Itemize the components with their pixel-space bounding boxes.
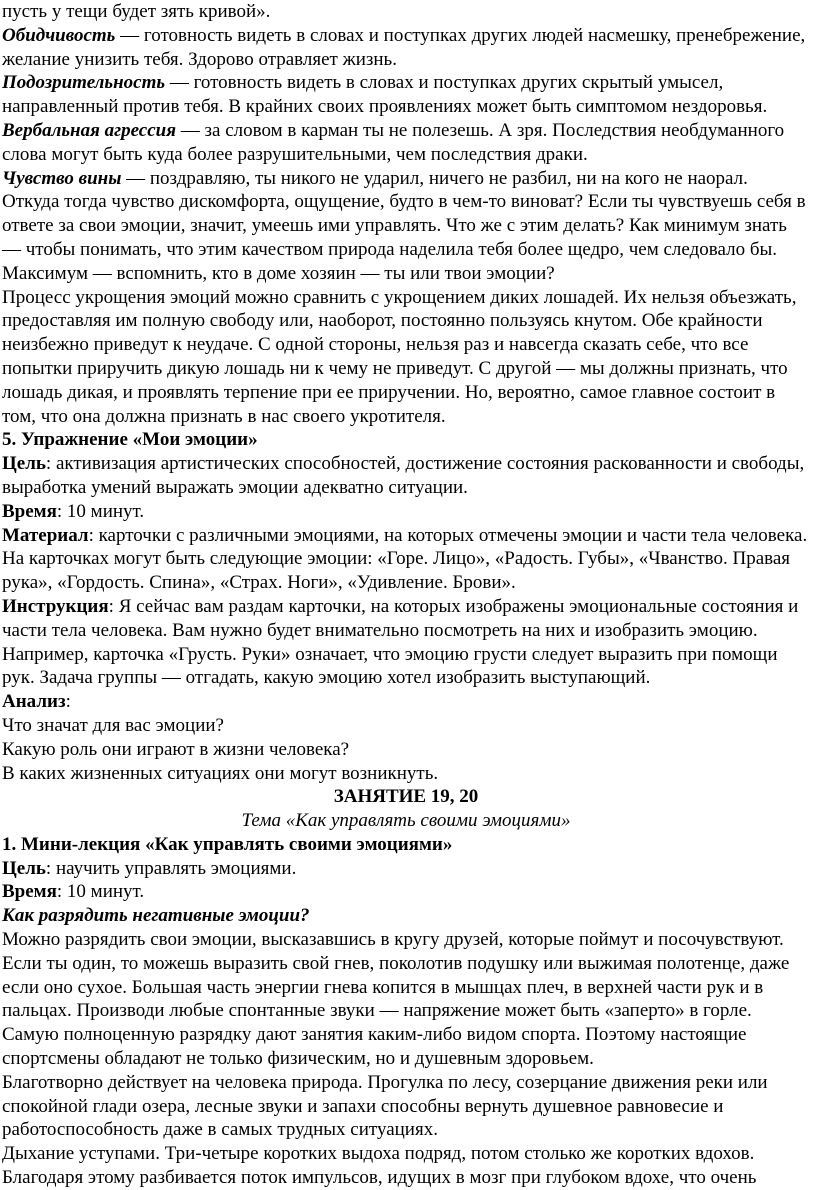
paragraph: Благотворно действует на человека природа. Прогулка по лесу, созерцание движения реки или спокойной глади озера, лесные звуки и запахи способны вернуть душевное равновесие и работоспособность даже в самых трудных ситуациях.	[2, 1071, 768, 1141]
value: :	[65, 691, 71, 713]
mini-lecture-title	[2, 833, 810, 857]
definition-verbal-aggression	[2, 119, 810, 167]
mini-lecture-time	[2, 880, 810, 904]
heading-text: ЗАНЯТИЕ 19, 20	[333, 786, 479, 808]
heading-text: 5. Упражнение «Мои эмоции»	[2, 429, 258, 451]
exercise-analysis	[2, 690, 810, 714]
question: Что значат для вас эмоции?	[2, 714, 224, 736]
value: : научить управлять эмоциями.	[45, 857, 297, 879]
question-text: Как разрядить негативные эмоции?	[2, 905, 310, 927]
term: Вербальная агрессия	[2, 119, 177, 141]
exercise-material	[2, 524, 810, 595]
label: Цель	[2, 857, 46, 879]
definition-text: — поздравляю, ты никого не ударил, ничего не разбил, ни на кого не наорал. Откуда тогда чувство дискомфорта, ощущение, будто в чем-то виноват? Если ты чувствуешь себя в ответе за свои эмоции, значит, умеешь ими управлять. Что же с этим делать? Как минимум знать — чтобы понимать, что этим качеством природа наделила тебя более щедро, чем следовало бы. Максимум — вспомнить, кто в доме хозяин — ты или твои эмоции?	[2, 167, 806, 284]
paragraph: Самую полноценную разрядку дают занятия каким-либо видом спорта. Поэтому настоящие спортсмены обладают не только физическим, но и душевным здоровьем.	[2, 1024, 747, 1070]
lesson-title	[2, 785, 810, 809]
definition-suspicion	[2, 71, 810, 119]
lesson-theme	[2, 809, 810, 833]
question: В каких жизненных ситуациях они могут возникнуть.	[2, 762, 439, 784]
section-question	[2, 904, 810, 928]
definition-text: — готовность видеть в словах и поступках других скрытый умысел, направленный против тебя. В крайних своих проявлениях может быть симптомом нездоровья.	[2, 72, 768, 118]
exercise-goal	[2, 452, 810, 500]
value: : карточки с различными эмоциями, на которых отмечены эмоции и части тела человека. На карточках могут быть следующие эмоции: «Горе. Лицо», «Радость. Губы», «Чванство. Правая рука», «Гордость. Спина», «Страх. Ноги», «Удивление. Брови».	[2, 524, 808, 594]
exercise-time	[2, 500, 810, 524]
definition-offense	[2, 24, 810, 72]
paragraph: Дыхание уступами. Три-четыре коротких выдоха подряд, потом столько же коротких вдохов. Благодаря этому разбивается поток импульсов, идущих в мозг при глубоком вдохе, что очень	[2, 1143, 757, 1189]
value: : Я сейчас вам раздам карточки, на которых изображены эмоциональные состояния и части тела человека. Вам нужно будет внимательно посмотреть на них и изобразить эмоцию. Например, карточка «Грусть. Руки» означает, что эмоцию грусти следует выразить при помощи рук. Задача группы — отгадать, какую эмоцию хотел изобразить выступающий.	[2, 595, 799, 689]
paragraph: Процесс укрощения эмоций можно сравнить с укрощением диких лошадей. Их нельзя объезжать, предоставляя им полную свободу или, наоборот, постоянно пользуясь кнутом. Обе крайности неизбежно приведут к неудаче. С одной стороны, нельзя раз и навсегда сказать себе, что все попытки приручить дикую лошадь ни к чему не приведут. С другой — мы должны признать, что лошадь дикая, и проявлять терпение при ее приручении. Но, вероятно, самое главное состоит в том, что она должна признать в нас своего укротителя.	[2, 286, 797, 427]
value: : 10 минут.	[56, 881, 145, 903]
theme-text: Тема «Как управлять своими эмоциями»	[241, 810, 571, 832]
term: Обидчивость	[2, 24, 116, 46]
label: Время	[2, 500, 57, 522]
term: Чувство вины	[2, 167, 122, 189]
exercise-title	[2, 428, 810, 452]
question: Какую роль они играют в жизни человека?	[2, 738, 350, 760]
definition-guilt	[2, 167, 810, 286]
label: Инструкция	[2, 595, 109, 617]
label: Материал	[2, 524, 89, 546]
value: : 10 минут.	[56, 500, 145, 522]
mini-lecture-goal	[2, 857, 810, 881]
paragraph: Если ты один, то можешь выразить свой гнев, поколотив подушку или выжимая полотенце, даже если оно сухое. Большая часть энергии гнева копится в мышцах плеч, в верхней части рук и в пальцах. Производи любые спонтанные звуки — напряжение может быть «заперто» в горле.	[2, 952, 790, 1022]
label: Цель	[2, 453, 46, 475]
term: Подозрительность	[2, 72, 166, 94]
label: Время	[2, 881, 57, 903]
heading-text: 1. Мини-лекция «Как управлять своими эмоциями»	[2, 833, 453, 855]
paragraph: Можно разрядить свои эмоции, высказавшись в кругу друзей, которые поймут и посочувствуют.	[2, 929, 784, 951]
definition-text: — готовность видеть в словах и поступках других людей насмешку, пренебрежение, желание унизить тебя. Здорово отравляет жизнь.	[2, 24, 806, 70]
exercise-instruction	[2, 595, 810, 690]
value: : активизация артистических способностей, достижение состояния раскованности и свободы, выработка умений выражать эмоции адекватно ситуации.	[2, 453, 805, 498]
paragraph	[2, 0, 810, 24]
definition-text: — за словом в карман ты не полезешь. А зря. Последствия необдуманного слова могут быть куда более разрушительными, чем последствия драки.	[2, 119, 785, 165]
text: пусть у тещи будет зять кривой».	[2, 1, 271, 22]
label: Анализ	[2, 691, 66, 713]
